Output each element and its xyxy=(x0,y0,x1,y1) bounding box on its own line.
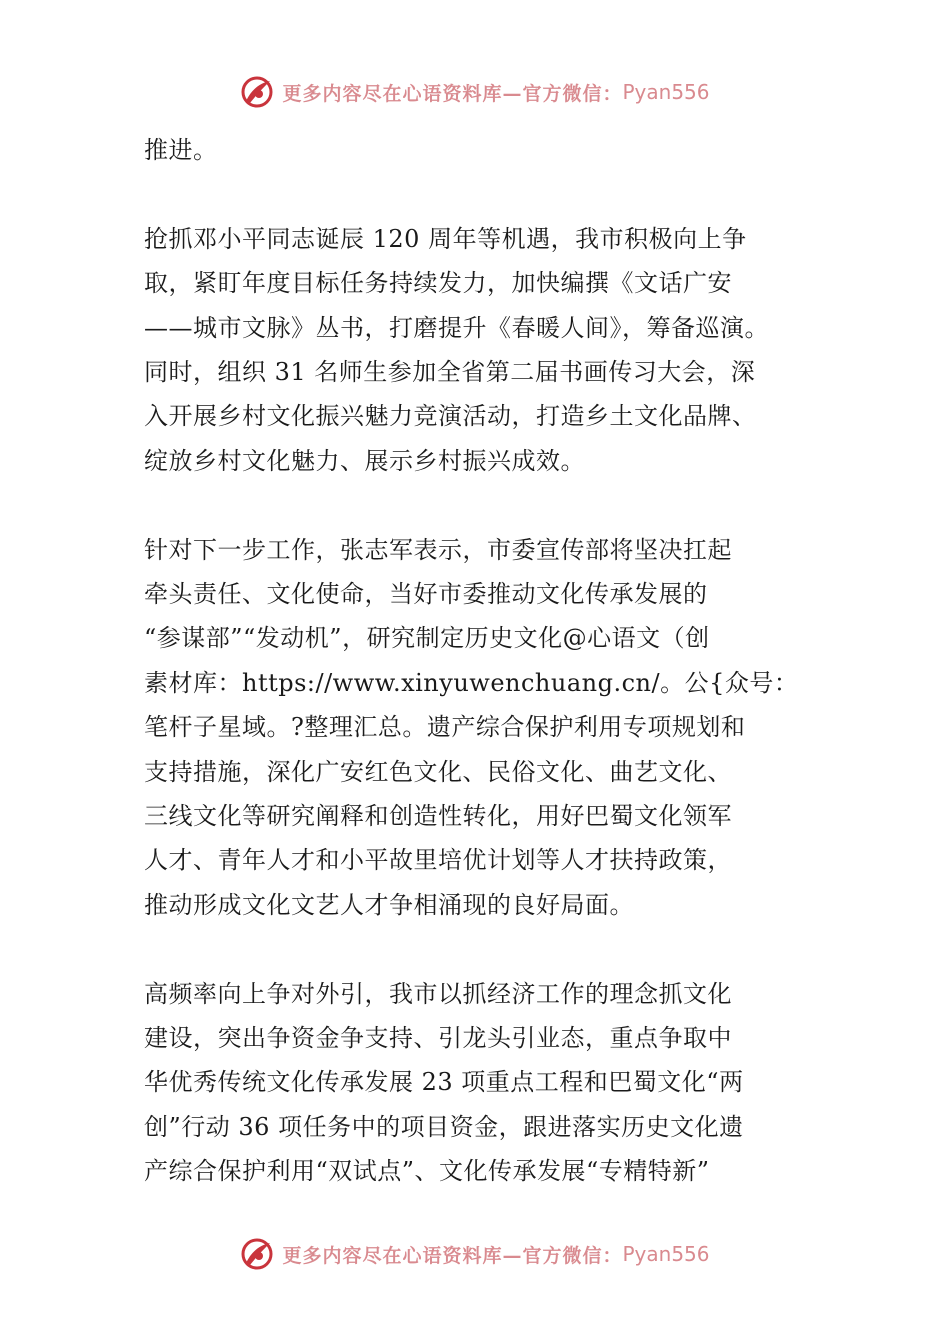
text-line: 绽放乡村文化魅力、展示乡村振兴成效。 xyxy=(144,446,585,475)
text-line: 素材库：https://www.xinyuwenchuang.cn/。公{众号： xyxy=(144,668,799,697)
text-line: 建设，突出争资金争支持、引龙头引业态，重点争取中 xyxy=(144,1024,732,1053)
text-line: 针对下一步工作，张志军表示，市委宣传部将坚决扛起 xyxy=(144,535,732,564)
text-line: 同时，组织 31 名师生参加全省第二届书画传习大会，深 xyxy=(144,358,756,387)
text-line: 高频率向上争对外引，我市以抓经济工作的理念抓文化 xyxy=(144,979,732,1008)
text-line: ——城市文脉》丛书，打磨提升《春暖人间》，筹备巡演。 xyxy=(144,313,769,342)
text-line: 推进。 xyxy=(144,136,218,164)
text-line: 笔杆子星域。?整理汇总。遗产综合保护利用专项规划和 xyxy=(144,713,746,742)
header-banner xyxy=(0,70,950,114)
text-line: 创”行动 36 项任务中的项目资金，跟进落实历史文化遗 xyxy=(144,1112,744,1141)
text-line: 推动形成文化文艺人才争相涌现的良好局面。 xyxy=(144,890,634,919)
text-line: 三线文化等研究阐释和创造性转化，用好巴蜀文化领军 xyxy=(144,802,732,831)
text-line: 人才、青年人才和小平故里培优计划等人才扶持政策， xyxy=(144,846,732,875)
document-body xyxy=(144,128,824,1238)
text-line: 抢抓邓小平同志诞辰 120 周年等机遇，我市积极向上争 xyxy=(144,224,747,253)
banner-text: 更多内容尽在心语资料库—官方微信： xyxy=(282,82,623,105)
logo-icon xyxy=(240,75,274,109)
banner-wechat-id: Pyan556 xyxy=(622,80,710,104)
text-line: 入开展乡村文化振兴魅力竞演活动，打造乡土文化品牌、 xyxy=(144,402,757,431)
text-line: 支持措施，深化广安红色文化、民俗文化、曲艺文化、 xyxy=(144,757,732,786)
footer-banner xyxy=(0,1232,950,1276)
paragraph xyxy=(144,128,824,172)
text-line: 产综合保护利用“双试点”、文化传承发展“专精特新” xyxy=(144,1157,710,1186)
logo-icon xyxy=(240,1237,274,1271)
text-line: 牵头责任、文化使命，当好市委推动文化传承发展的 xyxy=(144,580,708,609)
paragraph xyxy=(144,528,824,928)
paragraph xyxy=(144,972,824,1194)
banner-text: 更多内容尽在心语资料库—官方微信： xyxy=(282,1244,623,1267)
banner-wechat-id: Pyan556 xyxy=(622,1242,710,1266)
text-line: 取，紧盯年度目标任务持续发力，加快编撰《文话广安 xyxy=(144,269,732,298)
text-line: 华优秀传统文化传承发展 23 项重点工程和巴蜀文化“两 xyxy=(144,1068,744,1097)
text-line: “参谋部”“发动机”，研究制定历史文化@心语文（创 xyxy=(144,624,710,653)
paragraph xyxy=(144,217,824,483)
